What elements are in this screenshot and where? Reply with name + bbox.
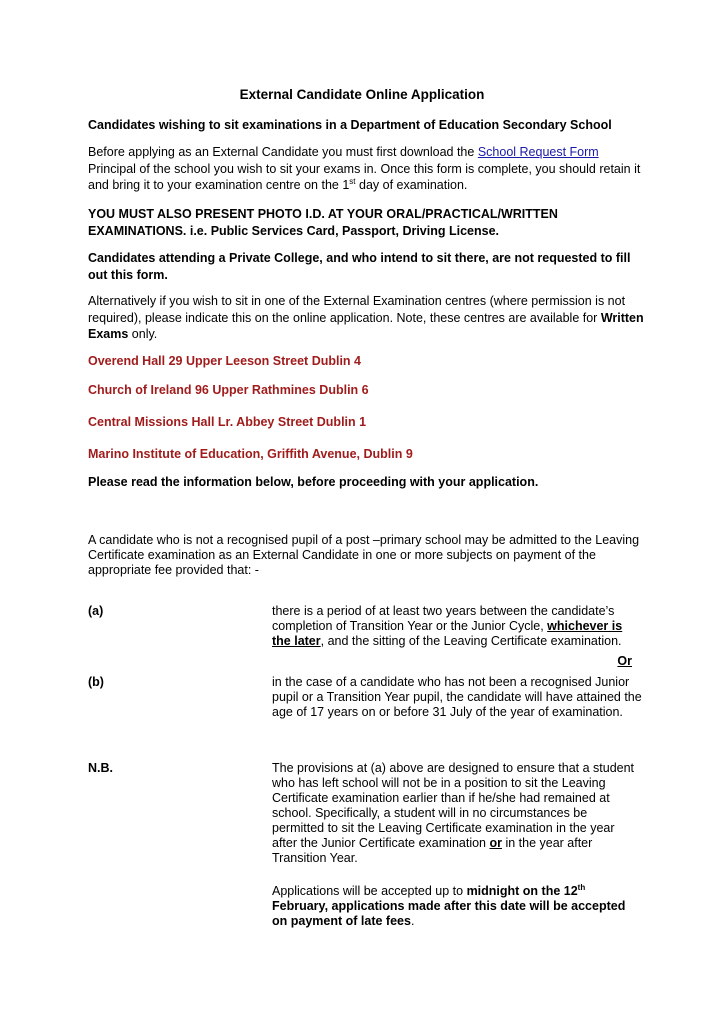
school-request-form-link[interactable]: School Request Form (477, 145, 599, 159)
nb-text-2: in the year after Transition Year. (272, 836, 593, 865)
read-info-notice: Please read the information below, before proceeding with your application. (88, 475, 539, 489)
condition-a-text (272, 604, 642, 649)
intro-sup: st (349, 176, 356, 186)
condition-a-bold: whichever is the later (272, 619, 623, 648)
alternative-text: Alternatively if you wish to sit in one of the External Examination centres (where permission is not required), please indicate this on the online application. Note, these centres are available for (88, 294, 626, 325)
centre-item: Overend Hall 29 Upper Leeson Street Dublin 4 (88, 354, 361, 368)
deadline-notice (272, 884, 632, 929)
centre-item: Church of Ireland 96 Upper Rathmines Dublin 6 (88, 383, 369, 397)
deadline-bold-1: midnight on the 12 (466, 884, 578, 898)
alternative-paragraph (88, 293, 648, 343)
nb-text-1: The provisions at (a) above are designed to ensure that a student who has left school will not be in a position to sit the Leaving Certificate examination earlier than if he/she had remained at school. Specifically, a student will in no circumstances be permitted to sit the Leaving Certificate examination in the year after the Junior Certificate examination (272, 761, 635, 850)
deadline-text: Applications will be accepted up to (272, 884, 467, 898)
intro-paragraph (88, 144, 648, 194)
nb-text (272, 761, 642, 866)
intro-text-before: Before applying as an External Candidate you must first download the (88, 145, 478, 159)
intro-text-end: day of examination. (355, 178, 468, 192)
alternative-bold: Written Exams (88, 310, 644, 341)
centre-item: Central Missions Hall Lr. Abbey Street Dublin 1 (88, 415, 367, 429)
nb-label: N.B. (88, 761, 113, 775)
condition-a-text-1: there is a period of at least two years between the candidate’s completion of Transition Year or the Junior Cycle, (272, 604, 615, 633)
intro-text-after: Principal of the school you wish to sit your exams in. Once this form is complete, you should retain it and bring it to your examination centre on the 1 (88, 161, 641, 192)
alternative-end: only. (128, 327, 158, 341)
or-divider: Or (617, 654, 632, 668)
deadline-end: . (410, 914, 415, 928)
centre-item: Marino Institute of Education, Griffith Avenue, Dublin 9 (88, 447, 413, 461)
condition-a-text-2: , and the sitting of the Leaving Certificate examination. (320, 634, 622, 648)
private-college-notice: Candidates attending a Private College, and who intend to sit there, are not requested to fill out this form. (88, 251, 631, 282)
condition-a-label: (a) (88, 604, 104, 618)
deadline-sup: th (577, 882, 586, 892)
eligibility-intro: A candidate who is not a recognised pupil of a post –primary school may be admitted to the Leaving Certificate examination as an External Candidate in one or more subjects on payment of the appropriate fee provided that: - (88, 533, 640, 577)
deadline-bold-2: February, applications made after this date will be accepted on payment of late fees (272, 899, 626, 928)
nb-or: or (489, 836, 502, 850)
photo-id-notice: YOU MUST ALSO PRESENT PHOTO I.D. AT YOUR ORAL/PRACTICAL/WRITTEN EXAMINATIONS. i.e. Public Services Card, Passport, Driving License. (88, 207, 558, 238)
condition-b-text: in the case of a candidate who has not been a recognised Junior pupil or a Transition Year pupil, the candidate will have attained the age of 17 years on or before 31 July of the year of examination. (272, 675, 642, 719)
subheading: Candidates wishing to sit examinations in a Department of Education Secondary School (88, 118, 612, 132)
page-title: External Candidate Online Application (239, 87, 485, 102)
condition-b-label: (b) (88, 675, 104, 689)
